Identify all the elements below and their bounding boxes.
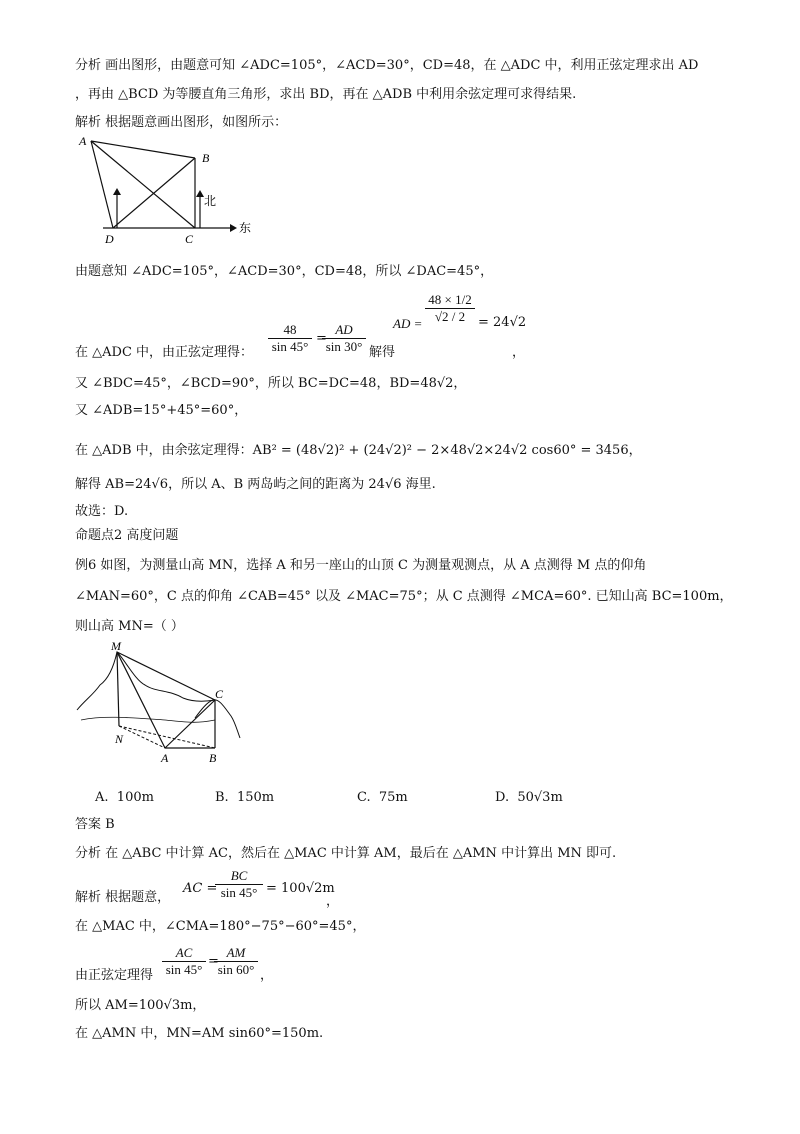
cma-angle-line: 在 △MAC 中，∠CMA=180°−75°−60°=45°，: [75, 919, 366, 934]
ad-result: = 24√2: [478, 315, 527, 330]
figure-islands-diagram: [75, 133, 260, 245]
mn-result-line: 在 △AMN 中，MN=AM sin60°=150m.: [75, 1026, 324, 1041]
sine-law-lhs-den: sin 45°: [271, 339, 309, 354]
analysis-line-1: 分析 画出图形，由题意可知 ∠ADC=105°，∠ACD=30°，CD=48，在 △ADC 中，利用正弦定理求出 AD: [75, 58, 699, 73]
ad-prefix: AD =: [393, 316, 423, 331]
sine-law-lhs: [268, 322, 312, 355]
label-B2: B: [209, 751, 217, 765]
sine-law2-line: 由正弦定理得: [75, 968, 154, 983]
ratio-rhs: [214, 945, 258, 978]
known-conditions-line: 由题意知 ∠ADC=105°，∠ACD=30°，CD=48，所以 ∠DAC=45°，: [75, 264, 494, 279]
sine-law-rhs-num: AD: [322, 322, 366, 339]
sine-law-line: 在 △ADC 中，由正弦定理得：: [75, 345, 254, 360]
sine-law-lhs-num: 48: [268, 322, 312, 339]
label-C2: C: [215, 687, 224, 701]
label-B: B: [202, 151, 210, 165]
topic-heading: 命题点2 高度问题: [75, 528, 179, 543]
ratio-num2: AM: [214, 945, 258, 962]
answer-choice-line: 故选：D.: [75, 504, 129, 519]
ac-num: BC: [215, 868, 263, 885]
label-east: 东: [239, 221, 252, 235]
ac-fraction: [215, 868, 263, 901]
analysis-line-2: ，再由 △BCD 为等腰直角三角形，求出 BD，再在 △ADB 中利用余弦定理可求得结果.: [75, 87, 577, 102]
ad-numerator: 48 × 1/2: [425, 292, 475, 309]
answer-line: 答案 B: [75, 817, 115, 832]
solve-word: 解得: [369, 345, 396, 360]
label-N: N: [115, 732, 124, 746]
ab-result-line: 解得 AB=24√6，所以 A、B 两岛屿之间的距离为 24√6 海里.: [75, 477, 436, 492]
label-A2: A: [161, 751, 169, 765]
option-a[interactable]: A. 100m: [95, 790, 154, 805]
option-b[interactable]: B. 150m: [215, 790, 275, 805]
sine-law-rhs: [322, 322, 366, 355]
label-D: D: [105, 232, 114, 245]
am-result-line: 所以 AM=100√3m，: [75, 998, 206, 1013]
option-d[interactable]: D. 50√3m: [495, 790, 563, 805]
bdc-line: 又 ∠BDC=45°，∠BCD=90°，所以 BC=DC=48，BD=48√2，: [75, 376, 467, 391]
ratio-den2: sin 60°: [217, 962, 255, 977]
example6-line-1: 例6 如图，为测量山高 MN，选择 A 和另一座山的山顶 C 为测量观测点，从 A 点测得 M 点的仰角: [75, 558, 647, 573]
sine-law-rhs-den: sin 30°: [325, 339, 363, 354]
figure-mountain-diagram: [75, 640, 250, 770]
ac-prefix: AC =: [183, 881, 218, 896]
ratio-den1: sin 45°: [165, 962, 203, 977]
label-C: C: [185, 232, 194, 245]
ac-result: = 100√2m: [266, 881, 335, 896]
label-A: A: [79, 134, 87, 148]
ratio-tail: ，: [260, 968, 274, 983]
cosine-law-line: 在 △ADB 中，由余弦定理得：AB² = (48√2)² + (24√2)² − 2×48√2×24√2 cos60° = 3456，: [75, 443, 642, 458]
example6-question: 则山高 MN=（ ）: [75, 619, 184, 634]
label-M: M: [111, 640, 121, 653]
solution-intro: 解析 根据题意画出图形，如图所示：: [75, 115, 288, 130]
ratio-num1: AC: [162, 945, 206, 962]
ad-fraction: [425, 292, 475, 325]
analysis2-line: 分析 在 △ABC 中计算 AC，然后在 △MAC 中计算 AM，最后在 △AMN 中计算出 MN 即可.: [75, 846, 617, 861]
label-north: 北: [204, 194, 217, 208]
adb-angle-line: 又 ∠ADB=15°+45°=60°，: [75, 403, 248, 418]
ad-denominator: √2 / 2: [434, 309, 466, 324]
example6-line-2: ∠MAN=60°，C 点的仰角 ∠CAB=45° 以及 ∠MAC=75°；从 C 点测得 ∠MCA=60°. 已知山高 BC=100m，: [75, 589, 733, 604]
ad-tail: ，: [512, 345, 526, 360]
ac-tail: ，: [326, 894, 340, 909]
ac-den: sin 45°: [220, 885, 258, 900]
ratio-lhs: [162, 945, 206, 978]
solution2-intro: 解析 根据题意，: [75, 890, 171, 905]
option-c[interactable]: C. 75m: [357, 790, 408, 805]
